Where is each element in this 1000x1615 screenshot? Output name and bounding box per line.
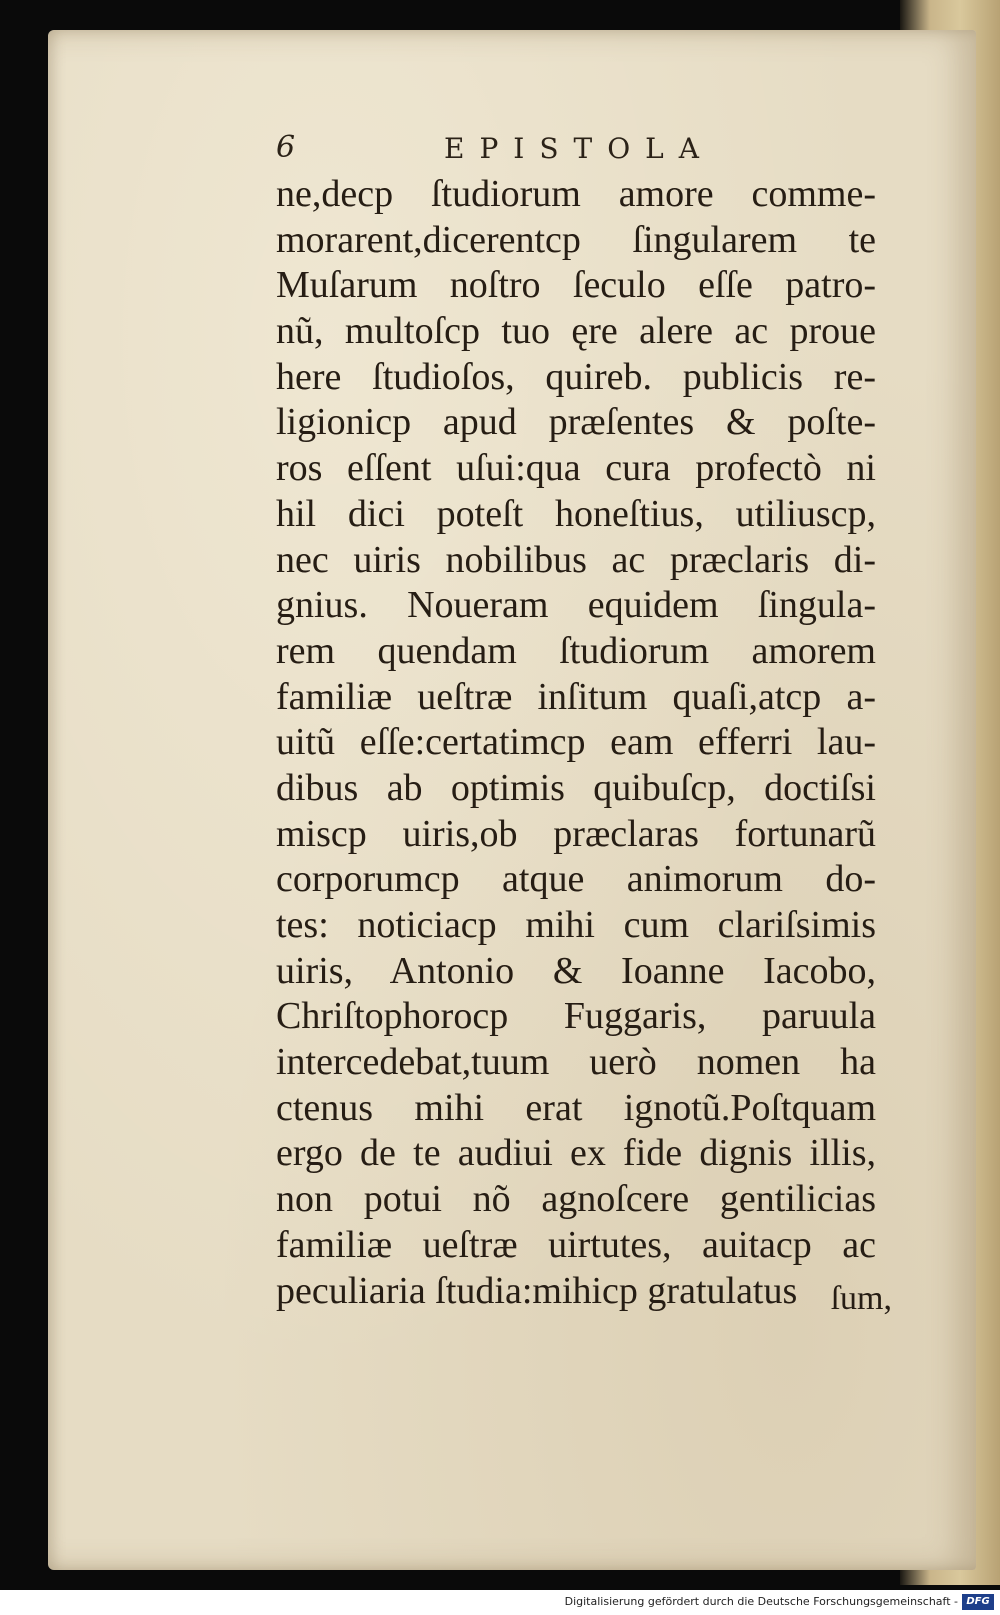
text-line: rem quendam ſtudiorum amorem [276,629,876,672]
running-head [276,130,876,170]
text-line: gnius. Noueram equidem ſingula- [276,584,876,627]
dfg-logo-icon: DFG [962,1594,994,1610]
text-line: nũ, multoſcp tuo ęre alere ac proue [276,310,876,353]
body-text [276,172,876,1314]
text-line: uitũ eſſe:certatimcp eam efferri lau- [276,721,876,764]
digitization-footer [0,1590,1000,1615]
text-line: ne,decp ſtudiorum amore comme- [276,173,876,215]
text-line: Muſarum noſtro ſeculo eſſe patro- [276,264,876,307]
text-line: ergo de te audiui ex fide dignis illis, [276,1132,876,1175]
text-line: morarent,dicerentcp ſingularem te [276,218,876,261]
text-line: ctenus mihi erat ignotũ.Poſtquam [276,1086,876,1129]
page-number: 6 [276,130,296,165]
text-line: intercedebat,tuum uerò nomen ha [276,1041,876,1084]
running-title: EPISTOLA [444,132,714,165]
text-line: tes: noticiacp mihi cum clariſsimis [276,904,876,946]
text-line: miscp uiris,ob præclaras fortunarũ [276,812,876,855]
text-line: dibus ab optimis quibuſcp, doctiſsi [276,766,876,809]
text-line: nec uiris nobilibus ac præclaris di- [276,538,876,581]
text-line: corporumcp atque animorum do- [276,858,876,901]
text-line: non potui nõ agnoſcere gentilicias [276,1178,876,1221]
text-line: peculiaria ſtudia:mihicp gratulatus [276,1269,798,1312]
text-line: familiæ ueſtræ uirtutes, auitacp ac [276,1223,876,1266]
text-line: Chriſtophorocp Fuggaris, paruula [276,995,876,1038]
footer-credit: Digitalisierung gefördert durch die Deutsche Forschungsgemeinschaft - [564,1595,958,1608]
text-line: uiris, Antonio & Ioanne Iacobo, [276,949,876,992]
text-line: familiæ ueſtræ inſitum quaſi,atcp a- [276,675,876,718]
text-line: hil dici poteſt honeſtius, utiliuscp, [276,492,876,535]
text-line: ros eſſent uſui:qua cura profectò ni [276,447,876,490]
catchword: ſum, [830,1280,892,1317]
text-line: ligionicp apud præſentes & poſte- [276,401,876,444]
text-line: here ſtudioſos, quireb. publicis re- [276,355,876,398]
